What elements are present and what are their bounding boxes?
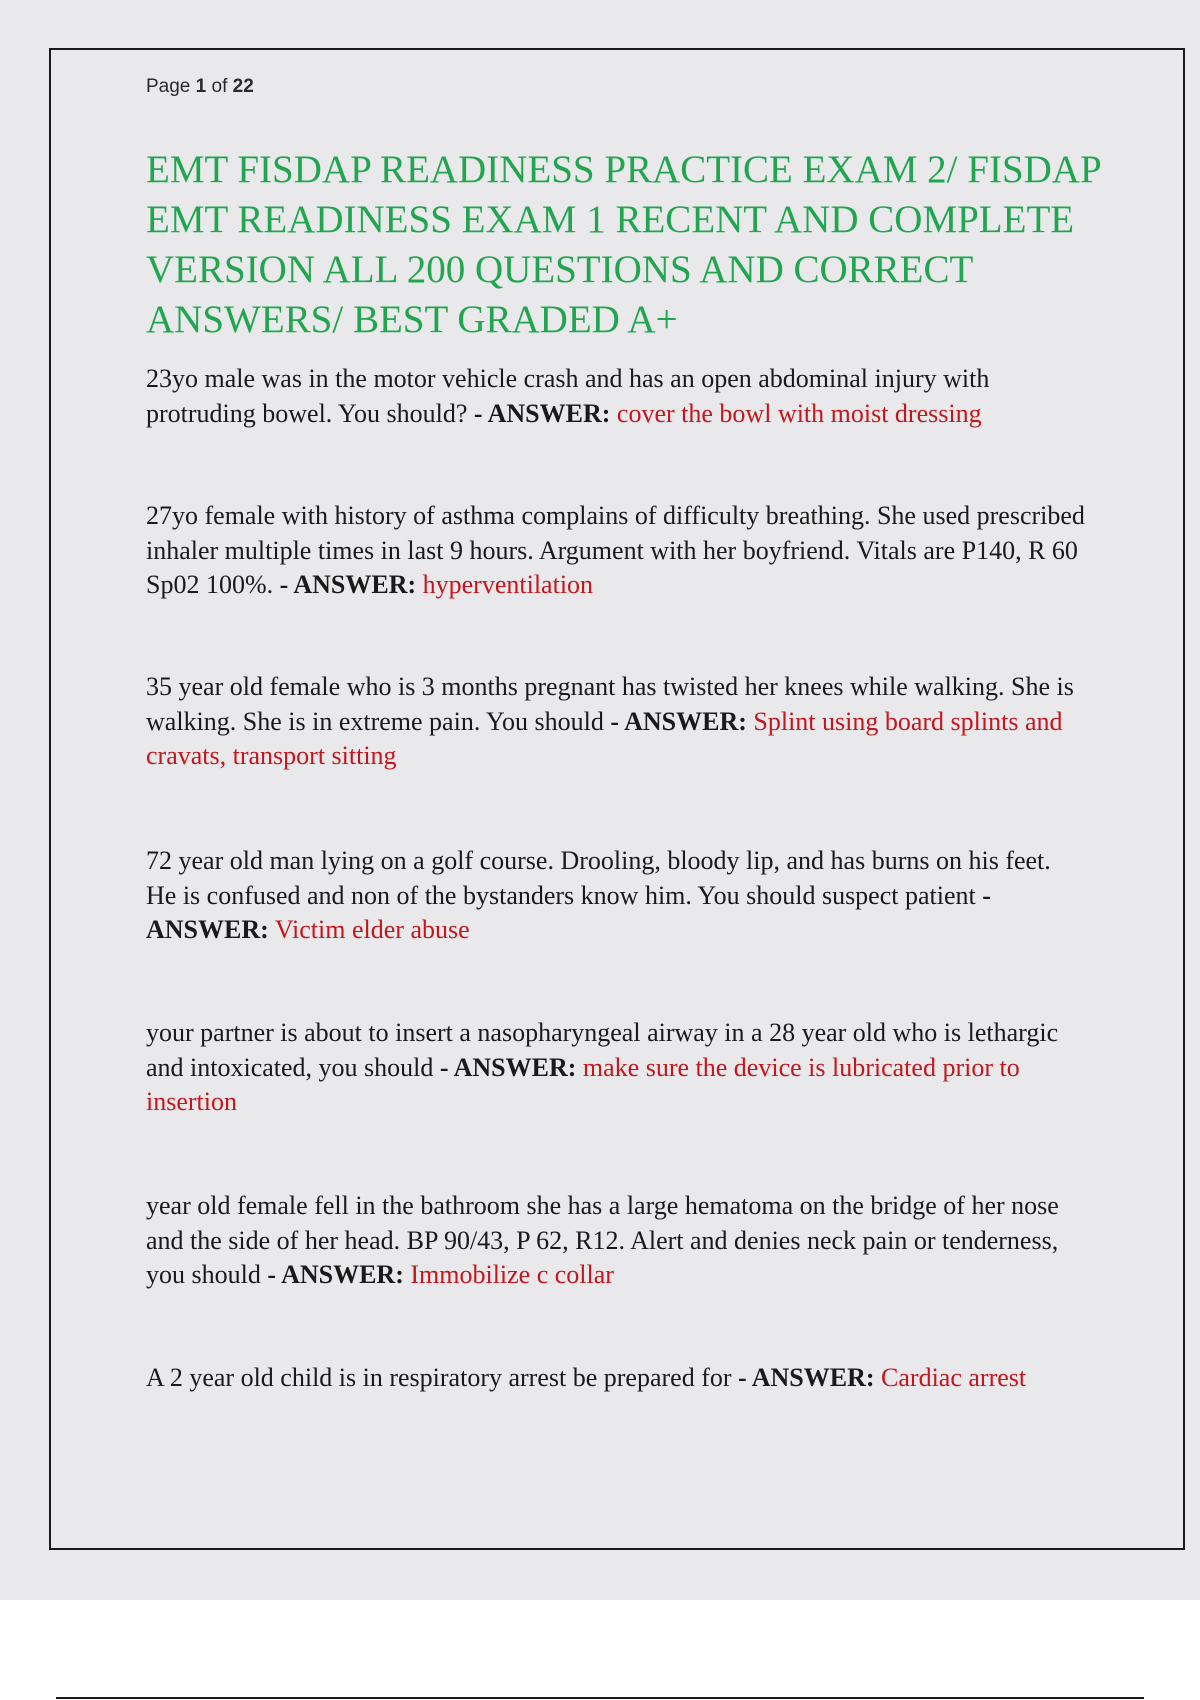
question-text: 35 year old female who is 3 months pregnant has twisted her knees while walking. She is walking. She is in extreme pain. You should bbox=[146, 672, 1074, 736]
qa-item-2 bbox=[146, 499, 1086, 603]
qa-item-7 bbox=[146, 1361, 1086, 1396]
answer-text: Splint using board splints and cravats, transport sitting bbox=[146, 706, 1063, 770]
page-total: 22 bbox=[232, 76, 254, 97]
page-prefix: Page bbox=[146, 76, 191, 97]
answer-text: cover the bowl with moist dressing bbox=[616, 398, 982, 428]
question-text: 72 year old man lying on a golf course. Drooling, bloody lip, and has burns on his feet. He is confused and non of the bystanders know him. You should suspect patient bbox=[146, 846, 1051, 910]
qa-item-6 bbox=[146, 1189, 1086, 1293]
answer-label: - ANSWER: bbox=[439, 1052, 577, 1082]
answer-text: make sure the device is lubricated prior to insertion bbox=[146, 1052, 1020, 1116]
answer-text: Cardiac arrest bbox=[881, 1363, 1027, 1392]
qa-item-5 bbox=[146, 1016, 1086, 1120]
question-text: 23yo male was in the motor vehicle crash and has an open abdominal injury with protruding bowel. You should? bbox=[146, 364, 990, 428]
question-text: your partner is about to insert a nasopharyngeal airway in a 28 year old who is lethargic and intoxicated, you should bbox=[146, 1018, 1059, 1082]
answer-text: Victim elder abuse bbox=[274, 915, 470, 944]
question-text: A 2 year old child is in respiratory arrest be prepared for bbox=[146, 1363, 732, 1392]
answer-label: - ANSWER: bbox=[473, 398, 611, 428]
page-of: of bbox=[211, 76, 228, 97]
answer-label: - ANSWER: bbox=[267, 1260, 404, 1289]
document-title: EMT FISDAP READINESS PRACTICE EXAM 2/ FISDAP EMT READINESS EXAM 1 RECENT AND COMPLETE VERSION ALL 200 QUESTIONS AND CORRECT ANSWERS/ BEST GRADED A+ bbox=[146, 148, 1101, 341]
page-current: 1 bbox=[195, 76, 207, 97]
question-text: 27yo female with history of asthma complains of difficulty breathing. She used prescribed inhaler multiple times in last 9 hours. Argument with her boyfriend. Vitals are P140, R 60 Sp02 100%. bbox=[146, 501, 1085, 599]
next-page-edge bbox=[56, 1697, 1144, 1699]
answer-label: - ANSWER: bbox=[738, 1363, 875, 1392]
answer-label: - ANSWER: bbox=[610, 706, 747, 736]
answer-text: Immobilize c collar bbox=[410, 1260, 614, 1289]
qa-item-1 bbox=[146, 362, 1086, 431]
page-number bbox=[146, 76, 254, 98]
answer-label: - ANSWER: bbox=[279, 570, 417, 599]
question-text: year old female fell in the bathroom she has a large hematoma on the bridge of her nose and the side of her head. BP 90/43, P 62, R12. Alert and denies neck pain or tenderness, you should bbox=[146, 1191, 1059, 1289]
qa-item-4 bbox=[146, 844, 1086, 948]
answer-text: hyperventilation bbox=[422, 570, 594, 599]
answer-label: - ANSWER: bbox=[146, 880, 991, 944]
qa-item-3 bbox=[146, 670, 1086, 774]
